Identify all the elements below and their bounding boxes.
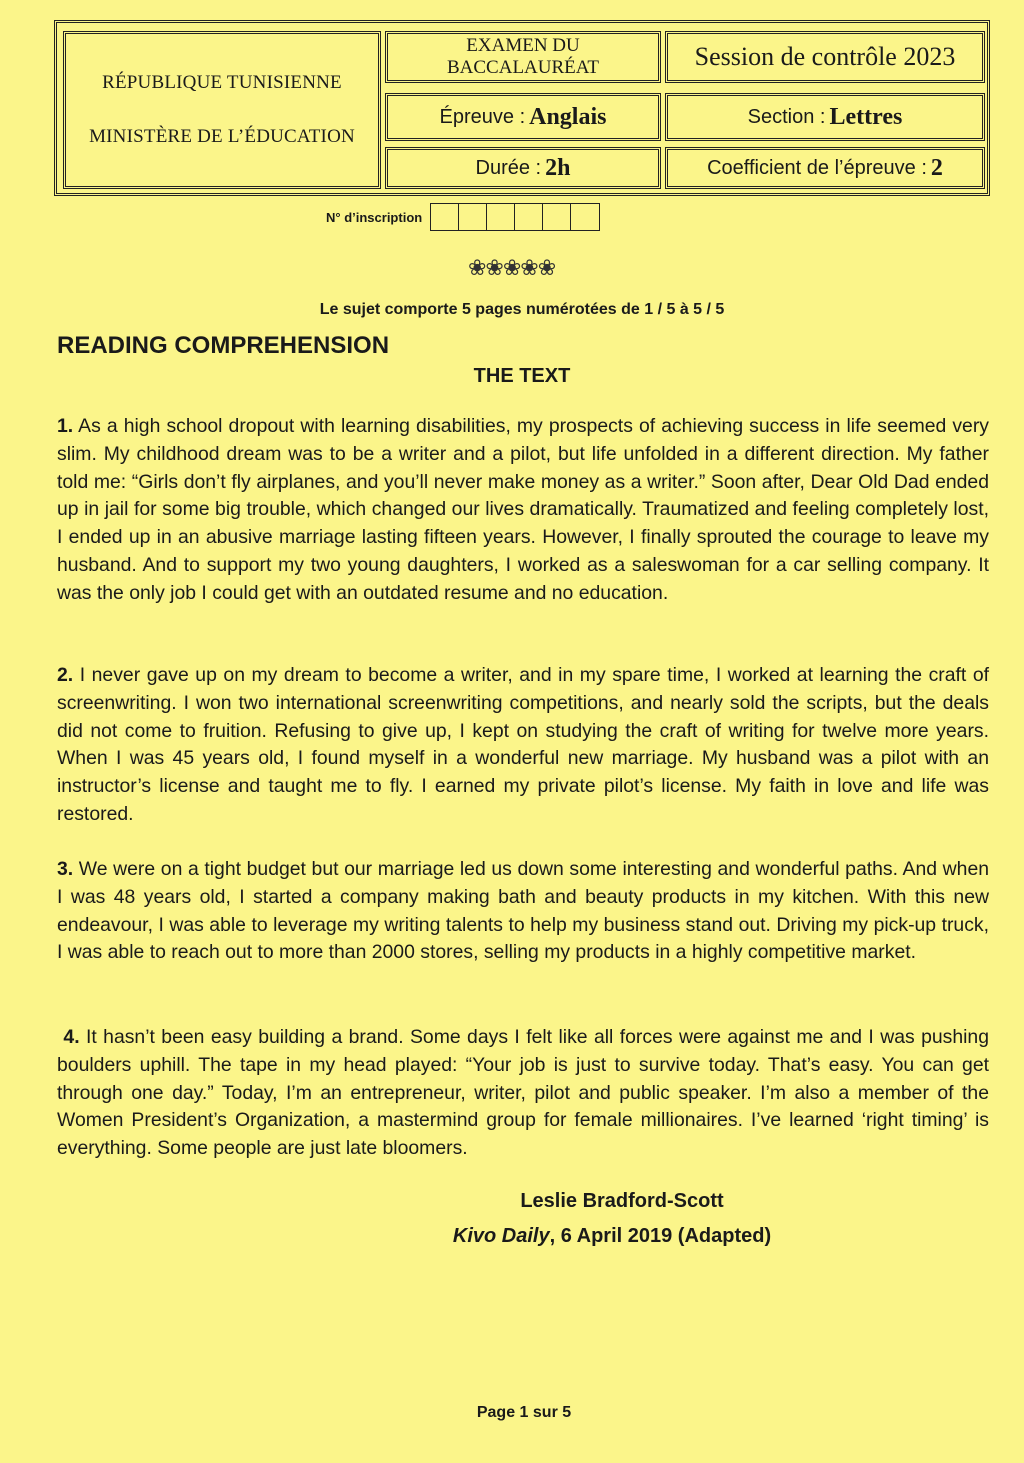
exam-title: EXAMEN DU BACCALAURÉAT (385, 31, 661, 83)
institution-cell (63, 31, 381, 189)
ministry-name: MINISTÈRE DE L’ÉDUCATION (89, 126, 355, 147)
flower-ornament-icon: ❀❀❀❀❀ (468, 256, 556, 281)
publication-date: , 6 April 2019 (Adapted) (549, 1225, 772, 1247)
paragraph-text: I never gave up on my dream to become a writer, and in my spare time, I worked at learning the craft of screenwriting. I won two international screenwriting competitions, and nearly sold the scripts, but the deals did not come to fruition. Refusing to give up, I kept on studying the craft of writing for twelve more years. When I was 45 years old, I found myself in a wonderful new marriage. My husband was a pilot with an instructor’s license and taught me to fly. I earned my private pilot’s license. My faith in love and life was restored. (57, 664, 989, 825)
paragraph-3 (57, 856, 989, 967)
subject-label: Épreuve : (439, 105, 526, 128)
country-name: RÉPUBLIQUE TUNISIENNE (102, 72, 342, 93)
duration-value: 2h (545, 154, 571, 181)
paragraph-number: 3. (57, 858, 74, 880)
subject-note: Le sujet comporte 5 pages numérotées de 1 / 5 à 5 / 5 (319, 301, 725, 318)
exam-header (54, 20, 990, 196)
registration-box[interactable] (459, 204, 487, 230)
registration-box[interactable] (487, 204, 515, 230)
source-citation (0, 1225, 1024, 1248)
page-number: Page 1 sur 5 (476, 1404, 572, 1421)
registration-boxes[interactable] (430, 203, 600, 231)
section-cell (665, 93, 985, 141)
registration-box[interactable] (571, 204, 599, 230)
paragraph-number: 2. (57, 664, 74, 686)
coefficient-cell (665, 147, 985, 189)
paragraph-text: It hasn’t been easy building a brand. Some days I felt like all forces were against me and I was pushing boulders uphill. The tape in my head played: “Your job is just to survive today. That’s easy. You can get through one day.” Today, I’m an entrepreneur, writer, pilot and public speaker. I’m also a member of the Women President’s Organization, a mastermind group for female millionaires. I’ve learned ‘right timing’ is everything. Some people are just late bloomers. (57, 1026, 990, 1160)
coefficient-value: 2 (930, 154, 943, 181)
subject-cell (385, 93, 661, 141)
publication-name: Kivo Daily (452, 1225, 550, 1247)
author-name: Leslie Bradford-Scott (520, 1190, 724, 1212)
text-title: THE TEXT (473, 365, 571, 387)
duration-label: Durée : (475, 156, 542, 179)
registration-box[interactable] (543, 204, 571, 230)
session-title: Session de contrôle 2023 (665, 31, 985, 83)
subject-value: Anglais (529, 103, 607, 130)
paragraph-4 (57, 1024, 989, 1163)
registration-label: N° d’inscription (326, 209, 423, 225)
section-label: Section : (747, 105, 826, 128)
registration-number (326, 203, 600, 231)
registration-box[interactable] (431, 204, 459, 230)
duration-cell (385, 147, 661, 189)
coefficient-label: Coefficient de l’épreuve : (707, 156, 927, 179)
section-value: Lettres (829, 103, 903, 130)
registration-box[interactable] (515, 204, 543, 230)
section-title: READING COMPREHENSION (57, 332, 390, 359)
paragraph-number: 1. (57, 415, 74, 437)
paragraph-number: 4. (63, 1026, 80, 1048)
paragraph-2 (57, 662, 989, 829)
paragraph-text: As a high school dropout with learning disabilities, my prospects of achieving success in life seemed very slim. My childhood dream was to be a writer and a pilot, but life unfolded in a different direction. My father told me: “Girls don’t fly airplanes, and you’ll never make money as a writer.” Soon after, Dear Old Dad ended up in jail for some big trouble, which changed our lives dramatically. Traumatized and feeling completely lost, I ended up in an abusive marriage lasting fifteen years. However, I finally sprouted the courage to leave my husband. And to support my two young daughters, I worked as a saleswoman for a car selling company. It was the only job I could get with an outdated resume and no education. (57, 415, 989, 604)
paragraph-text: We were on a tight budget but our marriage led us down some interesting and wonderful paths. And when I was 48 years old, I started a company making bath and beauty products in my kitchen. With this new endeavour, I was able to leverage my writing talents to help my business stand out. Driving my pick-up truck, I was able to reach out to more than 2000 stores, selling my products in a highly competitive market. (57, 858, 990, 964)
paragraph-1 (57, 413, 989, 608)
